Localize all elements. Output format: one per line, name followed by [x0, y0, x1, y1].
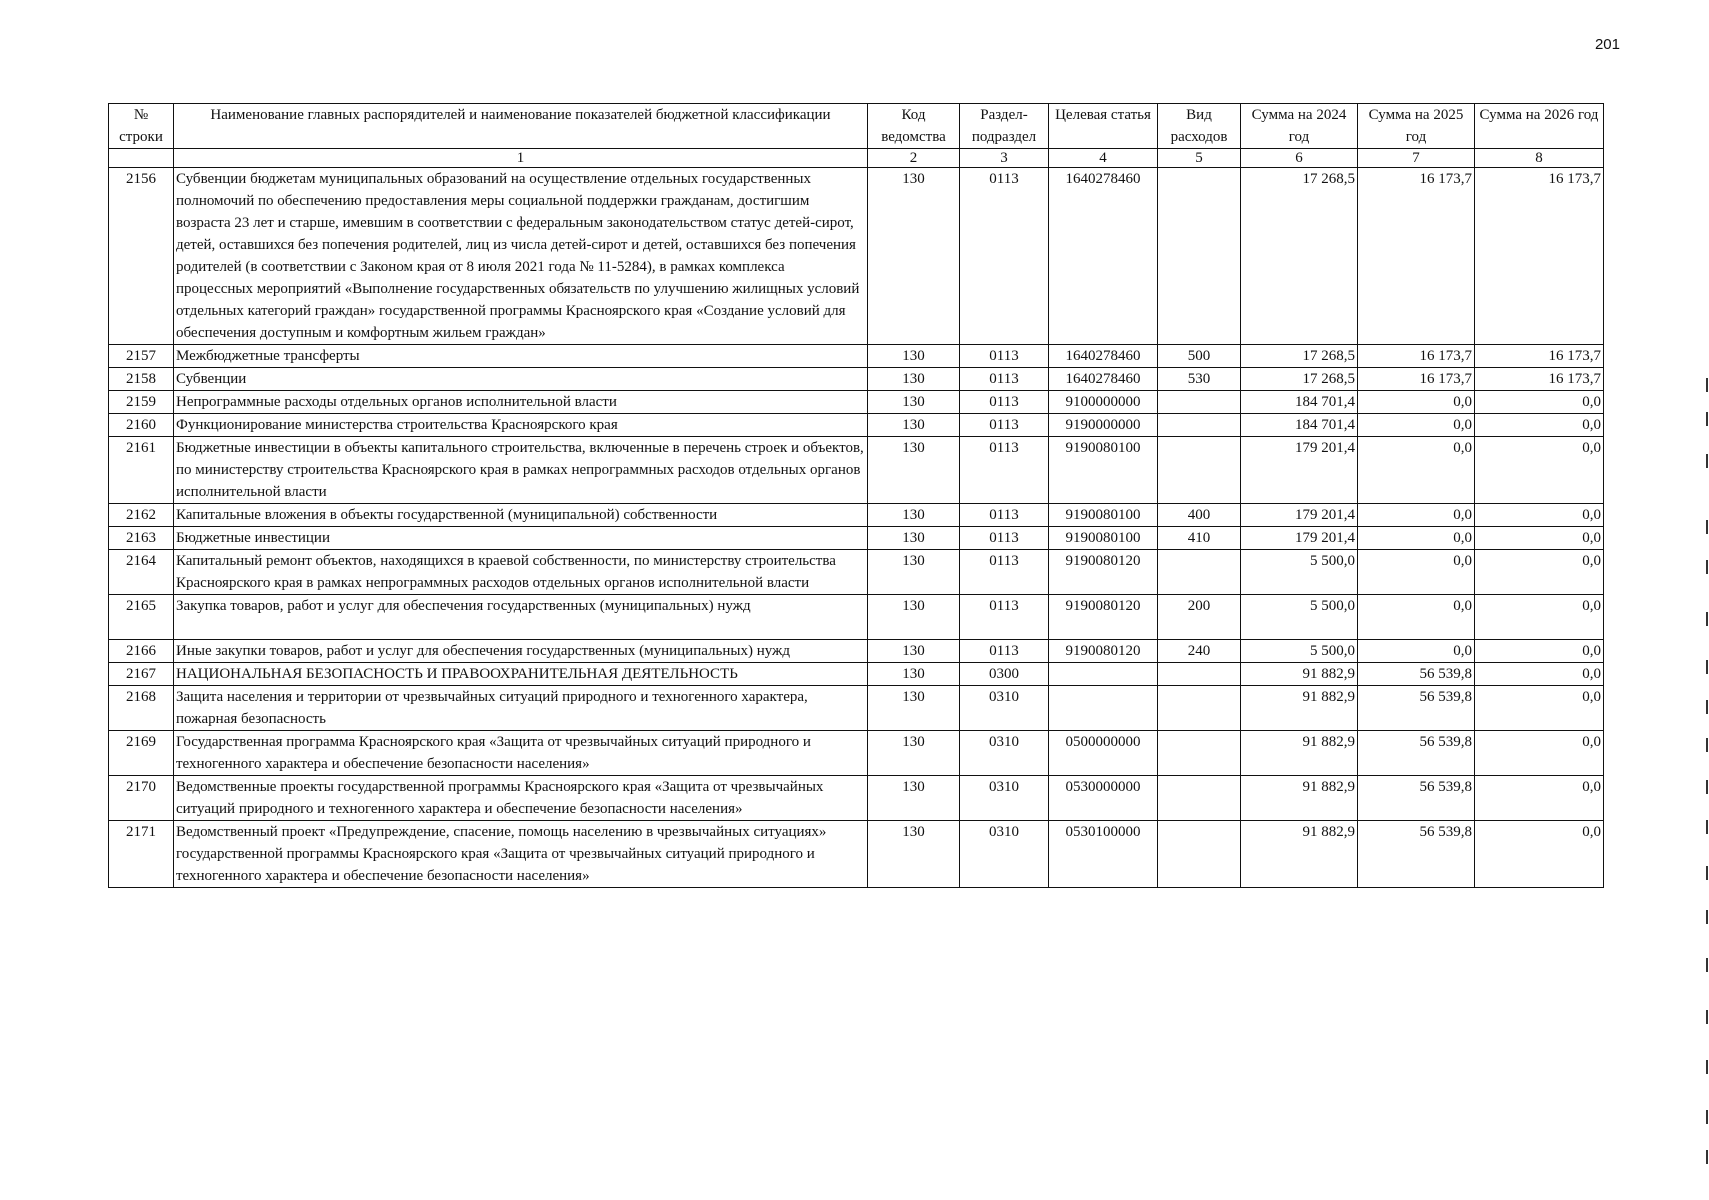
table-row [109, 504, 1604, 527]
row-expense-type: 400 [1158, 504, 1241, 527]
header-dept-code: Код ведомства [868, 104, 960, 149]
row-target-item: 1640278460 [1049, 345, 1158, 368]
row-sum-2025: 56 539,8 [1358, 731, 1475, 776]
row-name: Иные закупки товаров, работ и услуг для обеспечения государственных (муниципальных) нужд [174, 640, 868, 663]
table-row [109, 437, 1604, 504]
row-expense-type [1158, 821, 1241, 888]
header-row-number: № строки [109, 104, 174, 149]
table-row [109, 776, 1604, 821]
page-number: 201 [1594, 36, 1620, 53]
row-sum-2026: 0,0 [1475, 776, 1604, 821]
column-number: 2 [868, 149, 960, 168]
row-sum-2025: 56 539,8 [1358, 686, 1475, 731]
row-dept-code: 130 [868, 391, 960, 414]
budget-table [108, 103, 1604, 888]
row-dept-code: 130 [868, 345, 960, 368]
row-sum-2025: 0,0 [1358, 414, 1475, 437]
row-section: 0113 [960, 368, 1049, 391]
row-section: 0113 [960, 595, 1049, 640]
row-number: 2167 [109, 663, 174, 686]
row-expense-type: 500 [1158, 345, 1241, 368]
row-section: 0113 [960, 504, 1049, 527]
row-expense-type: 530 [1158, 368, 1241, 391]
row-expense-type [1158, 437, 1241, 504]
column-number: 8 [1475, 149, 1604, 168]
table-row [109, 686, 1604, 731]
row-section: 0113 [960, 168, 1049, 345]
row-name: Субвенции бюджетам муниципальных образований на осуществление отдельных государственных полномочий по обеспечению предоставления меры социальной поддержки гражданам, достигшим возраста 23 лет и старше, имевшим в соответствии с федеральным законодательством статус детей-сирот, детей, оставшихся без попечения родителей, лиц из числа детей-сирот и детей, оставшихся без попечения родителей (в соответствии с Законом края от 8 июля 2021 года № 11-5284), в рамках комплекса процессных мероприятий «Выполнение государственных обязательств по улучшению жилищных условий отдельных категорий граждан» государственной программы Красноярского края «Создание условий для обеспечения доступным и комфортным жильем граждан» [174, 168, 868, 345]
row-target-item: 9190080100 [1049, 437, 1158, 504]
row-expense-type [1158, 168, 1241, 345]
table-row [109, 168, 1604, 345]
row-number: 2168 [109, 686, 174, 731]
row-target-item [1049, 686, 1158, 731]
row-section: 0113 [960, 640, 1049, 663]
row-sum-2026: 16 173,7 [1475, 168, 1604, 345]
row-dept-code: 130 [868, 731, 960, 776]
row-sum-2025: 0,0 [1358, 640, 1475, 663]
table-row [109, 595, 1604, 640]
row-sum-2024: 17 268,5 [1241, 345, 1358, 368]
row-expense-type [1158, 731, 1241, 776]
row-sum-2025: 0,0 [1358, 437, 1475, 504]
table-row [109, 414, 1604, 437]
row-number: 2159 [109, 391, 174, 414]
header-target-item: Целевая статья [1049, 104, 1158, 149]
column-number-blank [109, 149, 174, 168]
row-section: 0310 [960, 776, 1049, 821]
row-sum-2026: 0,0 [1475, 391, 1604, 414]
row-name: Защита населения и территории от чрезвычайных ситуаций природного и техногенного характера, пожарная безопасность [174, 686, 868, 731]
row-name: Закупка товаров, работ и услуг для обеспечения государственных (муниципальных) нужд [174, 595, 868, 640]
row-target-item: 9190080120 [1049, 550, 1158, 595]
row-sum-2024: 179 201,4 [1241, 527, 1358, 550]
row-section: 0310 [960, 821, 1049, 888]
row-number: 2166 [109, 640, 174, 663]
row-section: 0113 [960, 437, 1049, 504]
row-number: 2169 [109, 731, 174, 776]
row-dept-code: 130 [868, 527, 960, 550]
row-number: 2163 [109, 527, 174, 550]
row-dept-code: 130 [868, 663, 960, 686]
row-dept-code: 130 [868, 168, 960, 345]
row-dept-code: 130 [868, 414, 960, 437]
row-name: Межбюджетные трансферты [174, 345, 868, 368]
row-target-item: 9100000000 [1049, 391, 1158, 414]
row-expense-type [1158, 663, 1241, 686]
row-expense-type: 200 [1158, 595, 1241, 640]
table-row [109, 550, 1604, 595]
column-number: 6 [1241, 149, 1358, 168]
row-target-item [1049, 663, 1158, 686]
row-section: 0113 [960, 345, 1049, 368]
row-dept-code: 130 [868, 776, 960, 821]
row-sum-2024: 179 201,4 [1241, 504, 1358, 527]
row-sum-2026: 0,0 [1475, 686, 1604, 731]
row-sum-2026: 0,0 [1475, 437, 1604, 504]
row-target-item: 1640278460 [1049, 168, 1158, 345]
row-name: Бюджетные инвестиции [174, 527, 868, 550]
row-number: 2161 [109, 437, 174, 504]
row-number: 2156 [109, 168, 174, 345]
row-target-item: 9190080120 [1049, 640, 1158, 663]
row-sum-2024: 179 201,4 [1241, 437, 1358, 504]
column-number: 1 [174, 149, 868, 168]
row-sum-2026: 0,0 [1475, 640, 1604, 663]
table-row [109, 731, 1604, 776]
row-name: Капитальные вложения в объекты государственной (муниципальной) собственности [174, 504, 868, 527]
row-sum-2026: 16 173,7 [1475, 345, 1604, 368]
row-section: 0113 [960, 527, 1049, 550]
row-dept-code: 130 [868, 595, 960, 640]
row-sum-2025: 56 539,8 [1358, 776, 1475, 821]
row-sum-2026: 0,0 [1475, 595, 1604, 640]
row-dept-code: 130 [868, 640, 960, 663]
table-row [109, 527, 1604, 550]
column-number: 3 [960, 149, 1049, 168]
row-sum-2025: 16 173,7 [1358, 168, 1475, 345]
row-name: Государственная программа Красноярского края «Защита от чрезвычайных ситуаций природного и техногенного характера и обеспечение безопасности населения» [174, 731, 868, 776]
row-sum-2025: 16 173,7 [1358, 368, 1475, 391]
table-row [109, 368, 1604, 391]
row-expense-type: 410 [1158, 527, 1241, 550]
header-expense-type: Вид расходов [1158, 104, 1241, 149]
column-number: 5 [1158, 149, 1241, 168]
row-sum-2025: 56 539,8 [1358, 663, 1475, 686]
row-name: НАЦИОНАЛЬНАЯ БЕЗОПАСНОСТЬ И ПРАВООХРАНИТЕЛЬНАЯ ДЕЯТЕЛЬНОСТЬ [174, 663, 868, 686]
row-target-item: 9190000000 [1049, 414, 1158, 437]
table-row [109, 663, 1604, 686]
row-name: Ведомственные проекты государственной программы Красноярского края «Защита от чрезвычайных ситуаций природного и техногенного характера и обеспечение безопасности населения» [174, 776, 868, 821]
row-sum-2026: 0,0 [1475, 663, 1604, 686]
row-sum-2026: 0,0 [1475, 414, 1604, 437]
row-sum-2025: 0,0 [1358, 595, 1475, 640]
row-name: Субвенции [174, 368, 868, 391]
column-number: 7 [1358, 149, 1475, 168]
scan-margin-marks [1705, 0, 1709, 1200]
table-row [109, 345, 1604, 368]
row-sum-2024: 5 500,0 [1241, 595, 1358, 640]
row-number: 2164 [109, 550, 174, 595]
row-sum-2025: 0,0 [1358, 550, 1475, 595]
row-expense-type [1158, 776, 1241, 821]
row-sum-2024: 184 701,4 [1241, 391, 1358, 414]
table-row [109, 821, 1604, 888]
header-name: Наименование главных распорядителей и наименование показателей бюджетной классификации [174, 104, 868, 149]
row-sum-2025: 16 173,7 [1358, 345, 1475, 368]
row-sum-2024: 91 882,9 [1241, 686, 1358, 731]
column-number: 4 [1049, 149, 1158, 168]
row-dept-code: 130 [868, 368, 960, 391]
row-target-item: 0530100000 [1049, 821, 1158, 888]
header-sum-2025: Сумма на 2025 год [1358, 104, 1475, 149]
row-expense-type [1158, 414, 1241, 437]
header-row [109, 104, 1604, 149]
row-sum-2024: 17 268,5 [1241, 168, 1358, 345]
row-target-item: 9190080120 [1049, 595, 1158, 640]
row-sum-2024: 91 882,9 [1241, 821, 1358, 888]
row-section: 0310 [960, 731, 1049, 776]
row-sum-2025: 0,0 [1358, 391, 1475, 414]
row-name: Функционирование министерства строительства Красноярского края [174, 414, 868, 437]
row-number: 2165 [109, 595, 174, 640]
row-number: 2162 [109, 504, 174, 527]
row-dept-code: 130 [868, 821, 960, 888]
row-dept-code: 130 [868, 504, 960, 527]
row-sum-2025: 0,0 [1358, 527, 1475, 550]
row-dept-code: 130 [868, 437, 960, 504]
row-sum-2026: 16 173,7 [1475, 368, 1604, 391]
row-section: 0113 [960, 550, 1049, 595]
row-expense-type [1158, 391, 1241, 414]
row-sum-2026: 0,0 [1475, 504, 1604, 527]
row-number: 2158 [109, 368, 174, 391]
row-name: Капитальный ремонт объектов, находящихся в краевой собственности, по министерству строительства Красноярского края в рамках непрограммных расходов отдельных органов исполнительной власти [174, 550, 868, 595]
row-sum-2025: 56 539,8 [1358, 821, 1475, 888]
table-row [109, 391, 1604, 414]
row-number: 2170 [109, 776, 174, 821]
row-name: Непрограммные расходы отдельных органов исполнительной власти [174, 391, 868, 414]
row-dept-code: 130 [868, 550, 960, 595]
row-name: Бюджетные инвестиции в объекты капитального строительства, включенные в перечень строек и объектов, по министерству строительства Красноярского края в рамках непрограммных расходов отдельных органов исполнительной власти [174, 437, 868, 504]
column-number-row [109, 149, 1604, 168]
row-dept-code: 130 [868, 686, 960, 731]
header-sum-2024: Сумма на 2024 год [1241, 104, 1358, 149]
row-sum-2024: 17 268,5 [1241, 368, 1358, 391]
row-target-item: 0500000000 [1049, 731, 1158, 776]
row-sum-2026: 0,0 [1475, 550, 1604, 595]
row-expense-type [1158, 550, 1241, 595]
row-section: 0310 [960, 686, 1049, 731]
row-sum-2026: 0,0 [1475, 527, 1604, 550]
row-section: 0113 [960, 391, 1049, 414]
row-expense-type: 240 [1158, 640, 1241, 663]
row-section: 0113 [960, 414, 1049, 437]
row-sum-2026: 0,0 [1475, 821, 1604, 888]
row-sum-2024: 91 882,9 [1241, 663, 1358, 686]
table-row [109, 640, 1604, 663]
row-name: Ведомственный проект «Предупреждение, спасение, помощь населению в чрезвычайных ситуациях» государственной программы Красноярского края «Защита от чрезвычайных ситуаций природного и техногенного характера и обеспечение безопасности населения» [174, 821, 868, 888]
row-section: 0300 [960, 663, 1049, 686]
row-number: 2171 [109, 821, 174, 888]
row-sum-2025: 0,0 [1358, 504, 1475, 527]
row-expense-type [1158, 686, 1241, 731]
header-sum-2026: Сумма на 2026 год [1475, 104, 1604, 149]
row-sum-2024: 5 500,0 [1241, 550, 1358, 595]
row-sum-2024: 91 882,9 [1241, 776, 1358, 821]
row-sum-2024: 91 882,9 [1241, 731, 1358, 776]
row-sum-2024: 5 500,0 [1241, 640, 1358, 663]
row-sum-2026: 0,0 [1475, 731, 1604, 776]
header-section: Раздел-подраздел [960, 104, 1049, 149]
row-target-item: 1640278460 [1049, 368, 1158, 391]
row-sum-2024: 184 701,4 [1241, 414, 1358, 437]
row-target-item: 0530000000 [1049, 776, 1158, 821]
row-target-item: 9190080100 [1049, 504, 1158, 527]
row-number: 2157 [109, 345, 174, 368]
row-number: 2160 [109, 414, 174, 437]
row-target-item: 9190080100 [1049, 527, 1158, 550]
